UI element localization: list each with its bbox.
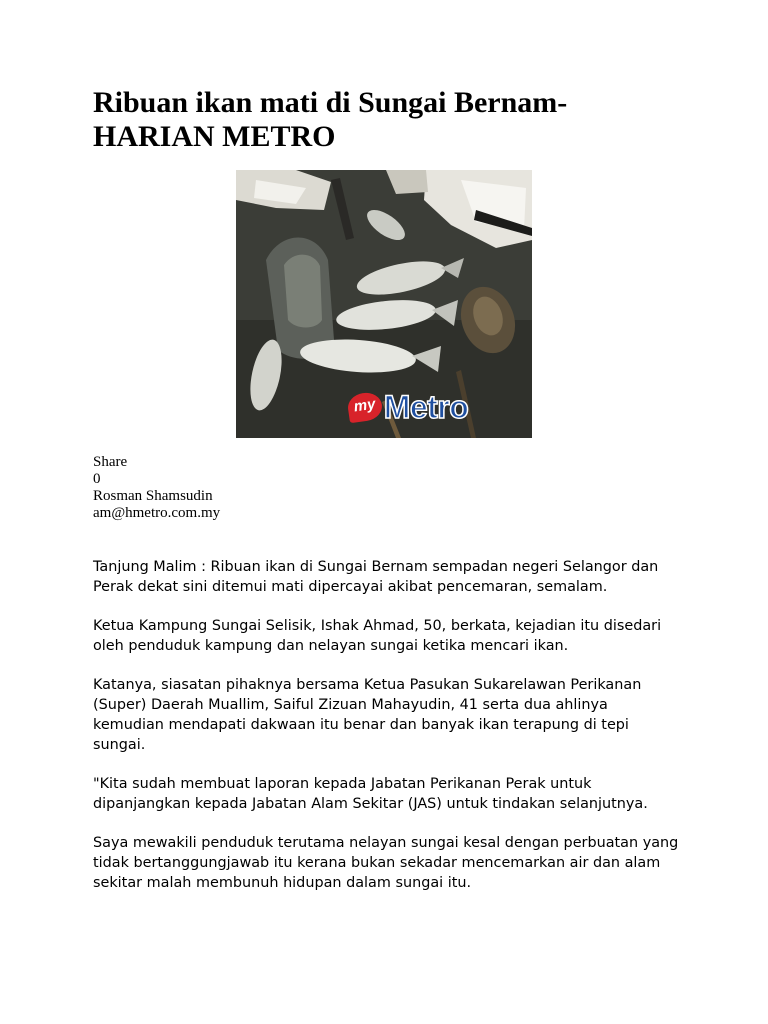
article-photo <box>236 170 532 438</box>
author-email[interactable]: am@hmetro.com.my <box>93 505 221 521</box>
paragraph: Katanya, siasatan pihaknya bersama Ketua Pasukan Sukarelawan Perikanan (Super) Daerah Muallim, Saiful Zizuan Mahayudin, 41 serta dua ahlinya kemudian mendapati dakwaan itu benar dan banyak ikan terapung di tepi sungai. <box>93 677 642 753</box>
paragraph: Ketua Kampung Sungai Selisik, Ishak Ahmad, 50, berkata, kejadian itu disedari oleh penduduk kampung dan nelayan sungai ketika mencari ikan. <box>93 618 662 654</box>
share-count: 0 <box>93 471 101 487</box>
author-name: Rosman Shamsudin <box>93 488 213 504</box>
mymetro-logo <box>348 388 468 426</box>
article-body <box>93 557 683 912</box>
logo-prefix: my <box>346 391 383 423</box>
paragraph: Saya mewakili penduduk terutama nelayan sungai kesal dengan perbuatan yang tidak bertanggungjawab itu kerana bukan sekadar mencemarkan air dan alam sekitar malah membunuh hidupan dalam sungai itu. <box>93 835 679 891</box>
paragraph: "Kita sudah membuat laporan kepada Jabatan Perikanan Perak untuk dipanjangkan kepada Jabatan Alam Sekitar (JAS) untuk tindakan selanjutnya. <box>93 776 648 812</box>
article-meta <box>93 454 220 522</box>
article-title: Ribuan ikan mati di Sungai Bernam- HARIAN METRO <box>93 86 568 153</box>
paragraph: Tanjung Malim : Ribuan ikan di Sungai Bernam sempadan negeri Selangor dan Perak dekat sini ditemui mati dipercayai akibat pencemaran, semalam. <box>93 559 659 595</box>
share-link[interactable]: Share <box>93 454 128 470</box>
logo-text: Metro <box>383 389 469 425</box>
